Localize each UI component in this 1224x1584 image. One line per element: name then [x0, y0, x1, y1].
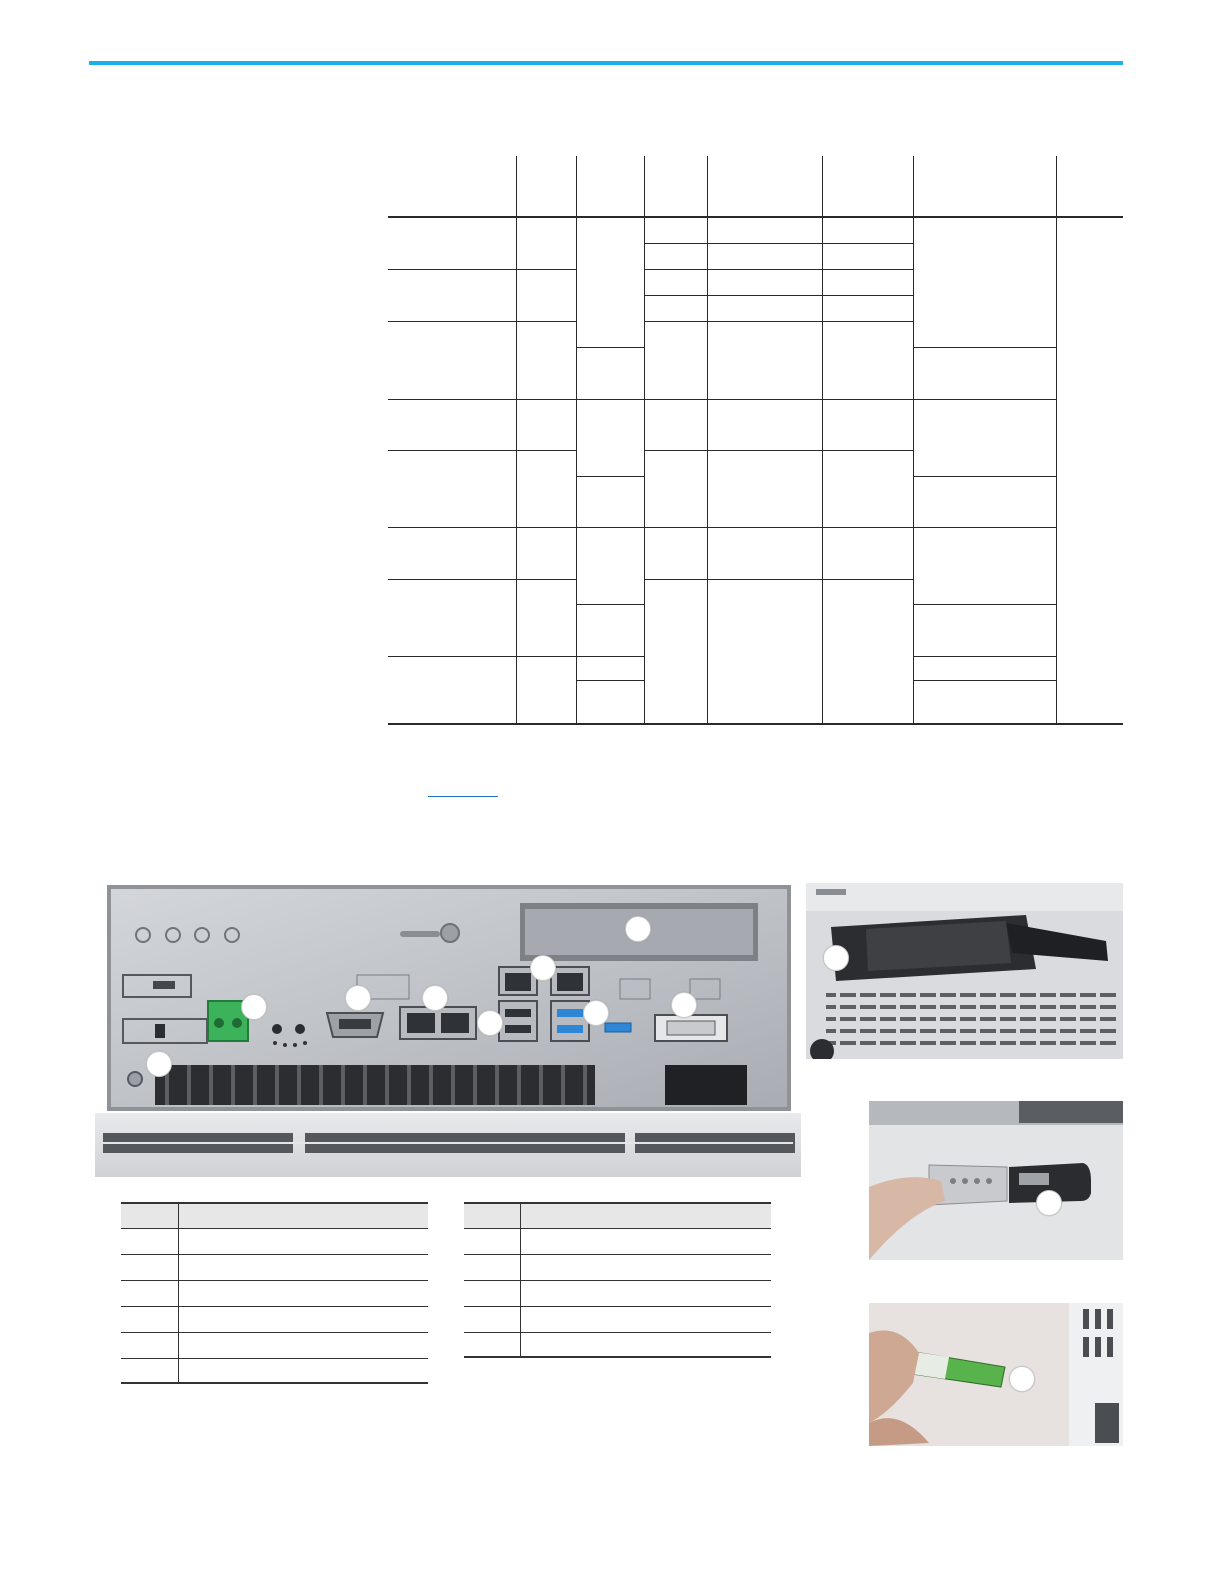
spec-col-divider [644, 156, 645, 216]
spec-row-rule [644, 579, 913, 580]
legend-row-rule [121, 1306, 428, 1307]
spec-bottom-rule [388, 723, 1123, 725]
spec-row-rule [576, 680, 644, 681]
drive-bay-photo [806, 883, 1123, 1059]
spec-row-rule [388, 321, 576, 322]
spec-row-rule [644, 295, 913, 296]
callout-expansion-slot [625, 916, 651, 942]
spec-row-rule [388, 450, 576, 451]
spec-row-rule [388, 399, 1056, 400]
sd-card-photo [869, 1303, 1123, 1446]
callout-usb3-ports [583, 1000, 609, 1026]
spec-row-rule [644, 321, 913, 322]
spec-col-divider [576, 156, 577, 216]
legend-row-rule [121, 1332, 428, 1333]
spec-header-rule [388, 216, 1123, 218]
cross-reference-link[interactable] [428, 796, 498, 797]
legend-col-divider [178, 1202, 179, 1384]
spec-col-divider [822, 156, 823, 216]
spec-row-rule [913, 680, 1056, 681]
callout-ground-screw [146, 1051, 172, 1077]
spec-row-rule [644, 269, 913, 270]
callout-sd-card [1009, 1366, 1035, 1392]
spec-col-divider [516, 218, 517, 725]
rear-panel-photo [95, 883, 801, 1177]
legend-row-rule [121, 1254, 428, 1255]
spec-table-header [388, 156, 1123, 216]
spec-col-divider [516, 156, 517, 216]
callout-usb-ports [477, 1010, 503, 1036]
spec-row-rule [913, 347, 1056, 348]
spec-col-divider [1056, 156, 1057, 216]
spec-col-divider [913, 218, 914, 725]
spec-table [388, 156, 1123, 725]
spec-row-rule [388, 656, 644, 657]
sd-card-illustration [869, 1303, 1123, 1446]
spec-row-rule [913, 476, 1056, 477]
legend-header [121, 1202, 428, 1228]
legend-row-rule [464, 1254, 771, 1255]
legend-row-rule [464, 1228, 771, 1229]
spec-row-rule [576, 476, 644, 477]
callout-ethernet-top [530, 955, 556, 981]
spec-col-divider [576, 218, 577, 725]
rear-panel-illustration [95, 883, 801, 1177]
spec-row-rule [644, 450, 913, 451]
top-accent-rule [89, 61, 1123, 65]
callout-drive-bay [823, 945, 849, 971]
spec-row-rule [913, 604, 1056, 605]
legend-bottom-rule [121, 1382, 428, 1384]
spec-row-rule [388, 527, 1056, 528]
spec-row-rule [388, 269, 576, 270]
callout-ethernet-ports [422, 985, 448, 1011]
legend-row-rule [121, 1358, 428, 1359]
legend-row-rule [464, 1280, 771, 1281]
spec-row-rule [576, 347, 644, 348]
legend-row-rule [121, 1280, 428, 1281]
spec-col-divider [707, 156, 708, 216]
spec-row-rule [576, 604, 644, 605]
callout-usb-port [1036, 1190, 1062, 1216]
usb-port-photo [869, 1101, 1123, 1260]
spec-col-divider [913, 156, 914, 216]
legend-table-right [464, 1202, 771, 1358]
spec-row-rule [644, 243, 913, 244]
drive-bay-illustration [806, 883, 1123, 1059]
callout-dvi-port [671, 992, 697, 1018]
legend-table-left [121, 1202, 428, 1384]
callout-serial-port [345, 985, 371, 1011]
legend-row-rule [464, 1332, 771, 1333]
legend-row-rule [464, 1306, 771, 1307]
usb-port-illustration [869, 1101, 1123, 1260]
spec-row-rule [388, 579, 576, 580]
spec-col-divider [1056, 218, 1057, 725]
legend-row-rule [121, 1228, 428, 1229]
callout-power-terminal [241, 994, 267, 1020]
legend-bottom-rule [464, 1356, 771, 1358]
legend-header [464, 1202, 771, 1228]
spec-row-rule [913, 656, 1056, 657]
